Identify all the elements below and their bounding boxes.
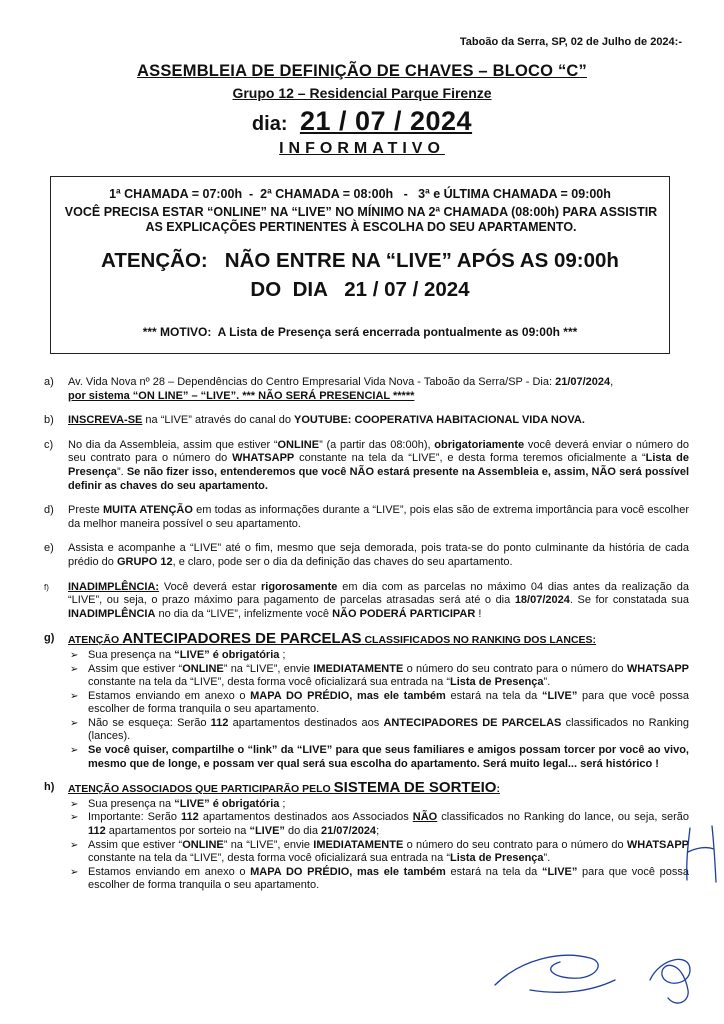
item-f: [44, 581, 689, 622]
item-marker: g): [44, 632, 55, 645]
bullet-bold: ANTECIPADORES DE PARCELAS: [383, 716, 562, 729]
item-c-text-5: ”.: [116, 465, 127, 478]
bullet-bold: 112: [210, 716, 229, 729]
bullet-text: constante na tela da “LIVE”, desta forma você oficializará sua entrada na “: [88, 676, 450, 689]
item-b: [44, 414, 689, 428]
bullet-bold: ONLINE: [182, 838, 224, 851]
bullet-bold: 21/07/2024: [321, 825, 377, 838]
bullet-bold: “LIVE”: [541, 865, 578, 878]
bullet-text: Assim que estiver “: [88, 662, 183, 675]
item-f-text-4: no dia da “LIVE”, infelizmente você: [155, 607, 333, 620]
attention-line-1: ATENÇÃO: NÃO ENTRE NA “LIVE” APÓS AS 09:00h: [101, 249, 619, 272]
item-marker: d): [44, 504, 54, 517]
bullet-text: para que você possa escolher de forma tranquila o seu apartamento.: [88, 689, 690, 716]
item-h-bullet-1: [68, 798, 689, 812]
assembly-date-value: 21 / 07 / 2024: [299, 106, 473, 136]
item-marker: h): [44, 781, 55, 794]
item-g-heading-3: CLASSIFICADOS NO RANKING DOS LANCES:: [361, 634, 597, 647]
item-c-attendance-list: Lista de Presença: [68, 452, 689, 478]
informativo-heading: INFORMATIVO: [279, 140, 445, 157]
item-marker: e): [44, 542, 54, 555]
item-f-default: INADIMPLÊNCIA: [68, 607, 156, 620]
bullet-text: ” na “LIVE”, envie: [223, 662, 314, 675]
item-g-heading: [68, 632, 689, 648]
bullet-text: Sua presença na: [88, 797, 175, 810]
bullet-text: Estamos enviando em anexo o: [88, 865, 251, 878]
bullet-text: Não se esqueça: Serão: [88, 716, 211, 729]
item-c-online: ONLINE: [277, 438, 320, 451]
bullet-text: classificados no Ranking do lance, ou seja, serão: [437, 811, 689, 824]
bullet-text: Assim que estiver “: [88, 838, 183, 851]
item-c-text-4: constante na tela da “LIVE”, e desta forma teremos oficialmente a “: [294, 452, 646, 465]
item-h-bullet-4: [68, 866, 689, 893]
dateline: Taboão da Serra, SP, 02 de Julho de 2024:-: [459, 36, 682, 48]
item-c-text-3: você deverá enviar o número do seu contrato para o número do: [68, 438, 689, 465]
item-g-bullet-1: [68, 649, 689, 663]
reason-line: *** MOTIVO: A Lista de Presença será encerrada pontualmente as 09:00h ***: [142, 325, 578, 339]
bullet-text: Estamos enviando em anexo o: [88, 689, 251, 702]
bullet-text: o número do seu contrato para o número do: [403, 838, 627, 851]
bullet-text: para que você possa escolher de forma tranquila o seu apartamento.: [88, 865, 690, 892]
item-g: [44, 632, 689, 771]
item-h-bullet-3: [68, 839, 689, 866]
item-h-heading-3: :: [496, 783, 500, 796]
item-e-group: GRUPO 12: [116, 555, 173, 568]
bullet-text: apartamentos por sorteio na: [105, 825, 250, 838]
assembly-date-label: dia:: [251, 113, 288, 135]
bullet-bold: WHATSAPP: [626, 662, 689, 675]
item-a-text: Av. Vida Nova nº 28 – Dependências do Centro Empresarial Vida Nova - Taboão da Serra/SP - Dia:: [68, 376, 556, 388]
bullet-text: constante na tela da “LIVE”, desta forma você oficializará sua entrada na “: [88, 852, 450, 865]
item-b-subscribe: INSCREVA-SE: [68, 414, 143, 427]
item-marker: f): [44, 582, 49, 592]
bullet-bold: NÃO: [412, 811, 438, 824]
item-c-warning: Se não fizer isso, entenderemos que você NÃO estará presente na Assembleia e, assim, NÃO será possível definir as chaves do seu apartamento.: [68, 465, 690, 492]
item-h-heading: [68, 781, 689, 797]
bullet-bold: Lista de Presença: [449, 852, 544, 865]
bullet-bold: WHATSAPP: [626, 838, 689, 851]
item-marker: b): [44, 414, 54, 427]
bullet-text: ;: [279, 648, 286, 661]
bullet-text: apartamentos destinados aos: [228, 716, 384, 729]
notice-box: [50, 176, 670, 354]
assembly-date: [0, 106, 724, 137]
item-g-bullet-5: ➢ Se você quiser, compartilhe o “link” da “LIVE” para que seus familiares e amigos possam torcer por você ao vivo, mesmo que de longe, e possam ver qual será sua escolha do apartamento. Será muito legal... será histórico !: [68, 744, 689, 771]
item-f-text-5: !: [475, 607, 482, 620]
bullet-text: ”.: [543, 676, 551, 689]
bullet-text: apartamentos destinados aos Associados: [198, 811, 413, 824]
bullet-text: do dia: [284, 825, 321, 838]
item-d-text-2: em todas as informações durante a “LIVE”, pois elas são de extrema importância para você escolher da melhor maneira possível o seu apartamento.: [68, 504, 689, 530]
bullet-bold: IMEDIATAMENTE: [313, 838, 404, 851]
bullet-bold: ONLINE: [182, 662, 224, 675]
item-a-comma: ,: [610, 376, 614, 388]
bullet-bold: “LIVE”: [541, 689, 578, 702]
item-h-bullet-2: [68, 811, 689, 838]
bullet-bold: MAPA DO PRÉDIO, mas ele também: [250, 865, 446, 878]
item-g-bullet-4: [68, 717, 689, 744]
bullet-bold: “LIVE”: [249, 825, 285, 838]
item-d-attention: MUITA ATENÇÃO: [102, 504, 193, 517]
item-c: [44, 439, 689, 493]
item-d: [44, 504, 689, 531]
bullet-bold: 112: [181, 811, 199, 824]
bullet-text: ”.: [543, 852, 551, 865]
item-e-text-2: , e claro, pode ser o dia da definição das chaves do seu apartamento.: [172, 555, 513, 568]
bullet-text: ;: [279, 797, 286, 810]
bullet-text: estará na tela da: [445, 865, 542, 878]
item-f-cannot-participate: NÃO PODERÁ PARTICIPAR: [332, 607, 476, 620]
instructions-list: [44, 376, 689, 893]
item-c-mandatory: obrigatoriamente: [434, 438, 525, 451]
item-a-online-note: por sistema “ON LINE” – “LIVE”. *** NÃO SERÁ PRESENCIAL *****: [68, 389, 415, 402]
item-c-text-2: ” (a partir das 08:00h),: [319, 438, 435, 451]
bullet-bold: “LIVE” é obrigatória: [174, 648, 280, 661]
bullet-bold: IMEDIATAMENTE: [313, 662, 404, 675]
bullet-text: classificados no Ranking (lances).: [88, 716, 689, 743]
attention-line-2: DO DIA 21 / 07 / 2024: [250, 278, 470, 301]
bullet-bold: “LIVE” é obrigatória: [174, 797, 280, 810]
item-marker: c): [44, 438, 54, 451]
item-g-bullet-2: [68, 663, 689, 690]
bullet-bold: Lista de Presença: [449, 676, 544, 689]
item-a-date: 21/07/2024: [555, 376, 611, 388]
document-title: ASSEMBLEIA DE DEFINIÇÃO DE CHAVES – BLOCO “C”: [137, 62, 587, 80]
item-f-text-1: Você deverá estar: [159, 580, 261, 593]
item-b-channel: YOUTUBE: COOPERATIVA HABITACIONAL VIDA NOVA.: [294, 414, 585, 427]
item-c-text-1: No dia da Assembleia, assim que estiver “: [68, 438, 278, 451]
item-f-text-2: em dia com as parcelas no máximo 04 dias antes da realização da “LIVE”, ou seja, o prazo máximo para pagamento de parcelas atrasadas será até o dia: [68, 580, 690, 607]
item-h-heading-2: SISTEMA DE SORTEIO: [333, 779, 497, 797]
signature-right: [650, 959, 690, 1003]
bullet-text: ” na “LIVE”, envie: [223, 838, 314, 851]
initials-mark: [687, 826, 716, 882]
item-marker: a): [44, 376, 54, 388]
item-g-bullet-3: [68, 690, 689, 717]
online-requirement: VOCÊ PRECISA ESTAR “ONLINE” NA “LIVE” NO MÍNIMO NA 2ª CHAMADA (08:00h) PARA ASSISTIR AS EXPLICAÇÕES PERTINENTES À ESCOLHA DO SEU APARTAMENTO.: [64, 205, 658, 234]
item-f-deadline: 18/07/2024: [514, 594, 570, 607]
item-e-text-1: Assista e acompanhe a “LIVE” até o fim, mesmo que seja demorada, pois trata-se do ponto culminante da história de cada prédio do: [68, 542, 689, 568]
item-d-text-1: Preste: [68, 504, 103, 517]
bullet-text: estará na tela da: [445, 689, 542, 702]
signature-left: [495, 955, 615, 992]
document-subtitle: Grupo 12 – Residencial Parque Firenze: [232, 85, 492, 101]
item-h-heading-1: ATENÇÃO ASSOCIADOS QUE PARTICIPARÃO PELO: [68, 783, 334, 796]
item-e: [44, 542, 689, 569]
call-times: 1ª CHAMADA = 07:00h - 2ª CHAMADA = 08:00h - 3ª e ÚLTIMA CHAMADA = 09:00h: [109, 187, 611, 201]
bullet-text: ;: [376, 825, 380, 838]
item-g-heading-1: ATENÇÃO: [68, 634, 123, 647]
item-g-heading-2: ANTECIPADORES DE PARCELAS: [122, 630, 362, 648]
bullet-bold: 112: [88, 825, 106, 838]
item-f-heading: INADIMPLÊNCIA:: [68, 580, 160, 593]
item-h: [44, 781, 689, 893]
item-c-whatsapp: WHATSAPP: [232, 452, 295, 465]
bullet-text: Importante: Serão: [88, 811, 182, 824]
bullet-text: o número do seu contrato para o número do: [403, 662, 627, 675]
item-a: [44, 376, 689, 403]
item-f-text-3: . Se for constatada sua: [569, 594, 689, 607]
item-b-text: na “LIVE” através do canal do: [142, 414, 295, 427]
bullet-text: Sua presença na: [88, 648, 175, 661]
item-f-strictly: rigorosamente: [261, 580, 338, 593]
bullet-bold: MAPA DO PRÉDIO, mas ele também: [250, 689, 446, 702]
